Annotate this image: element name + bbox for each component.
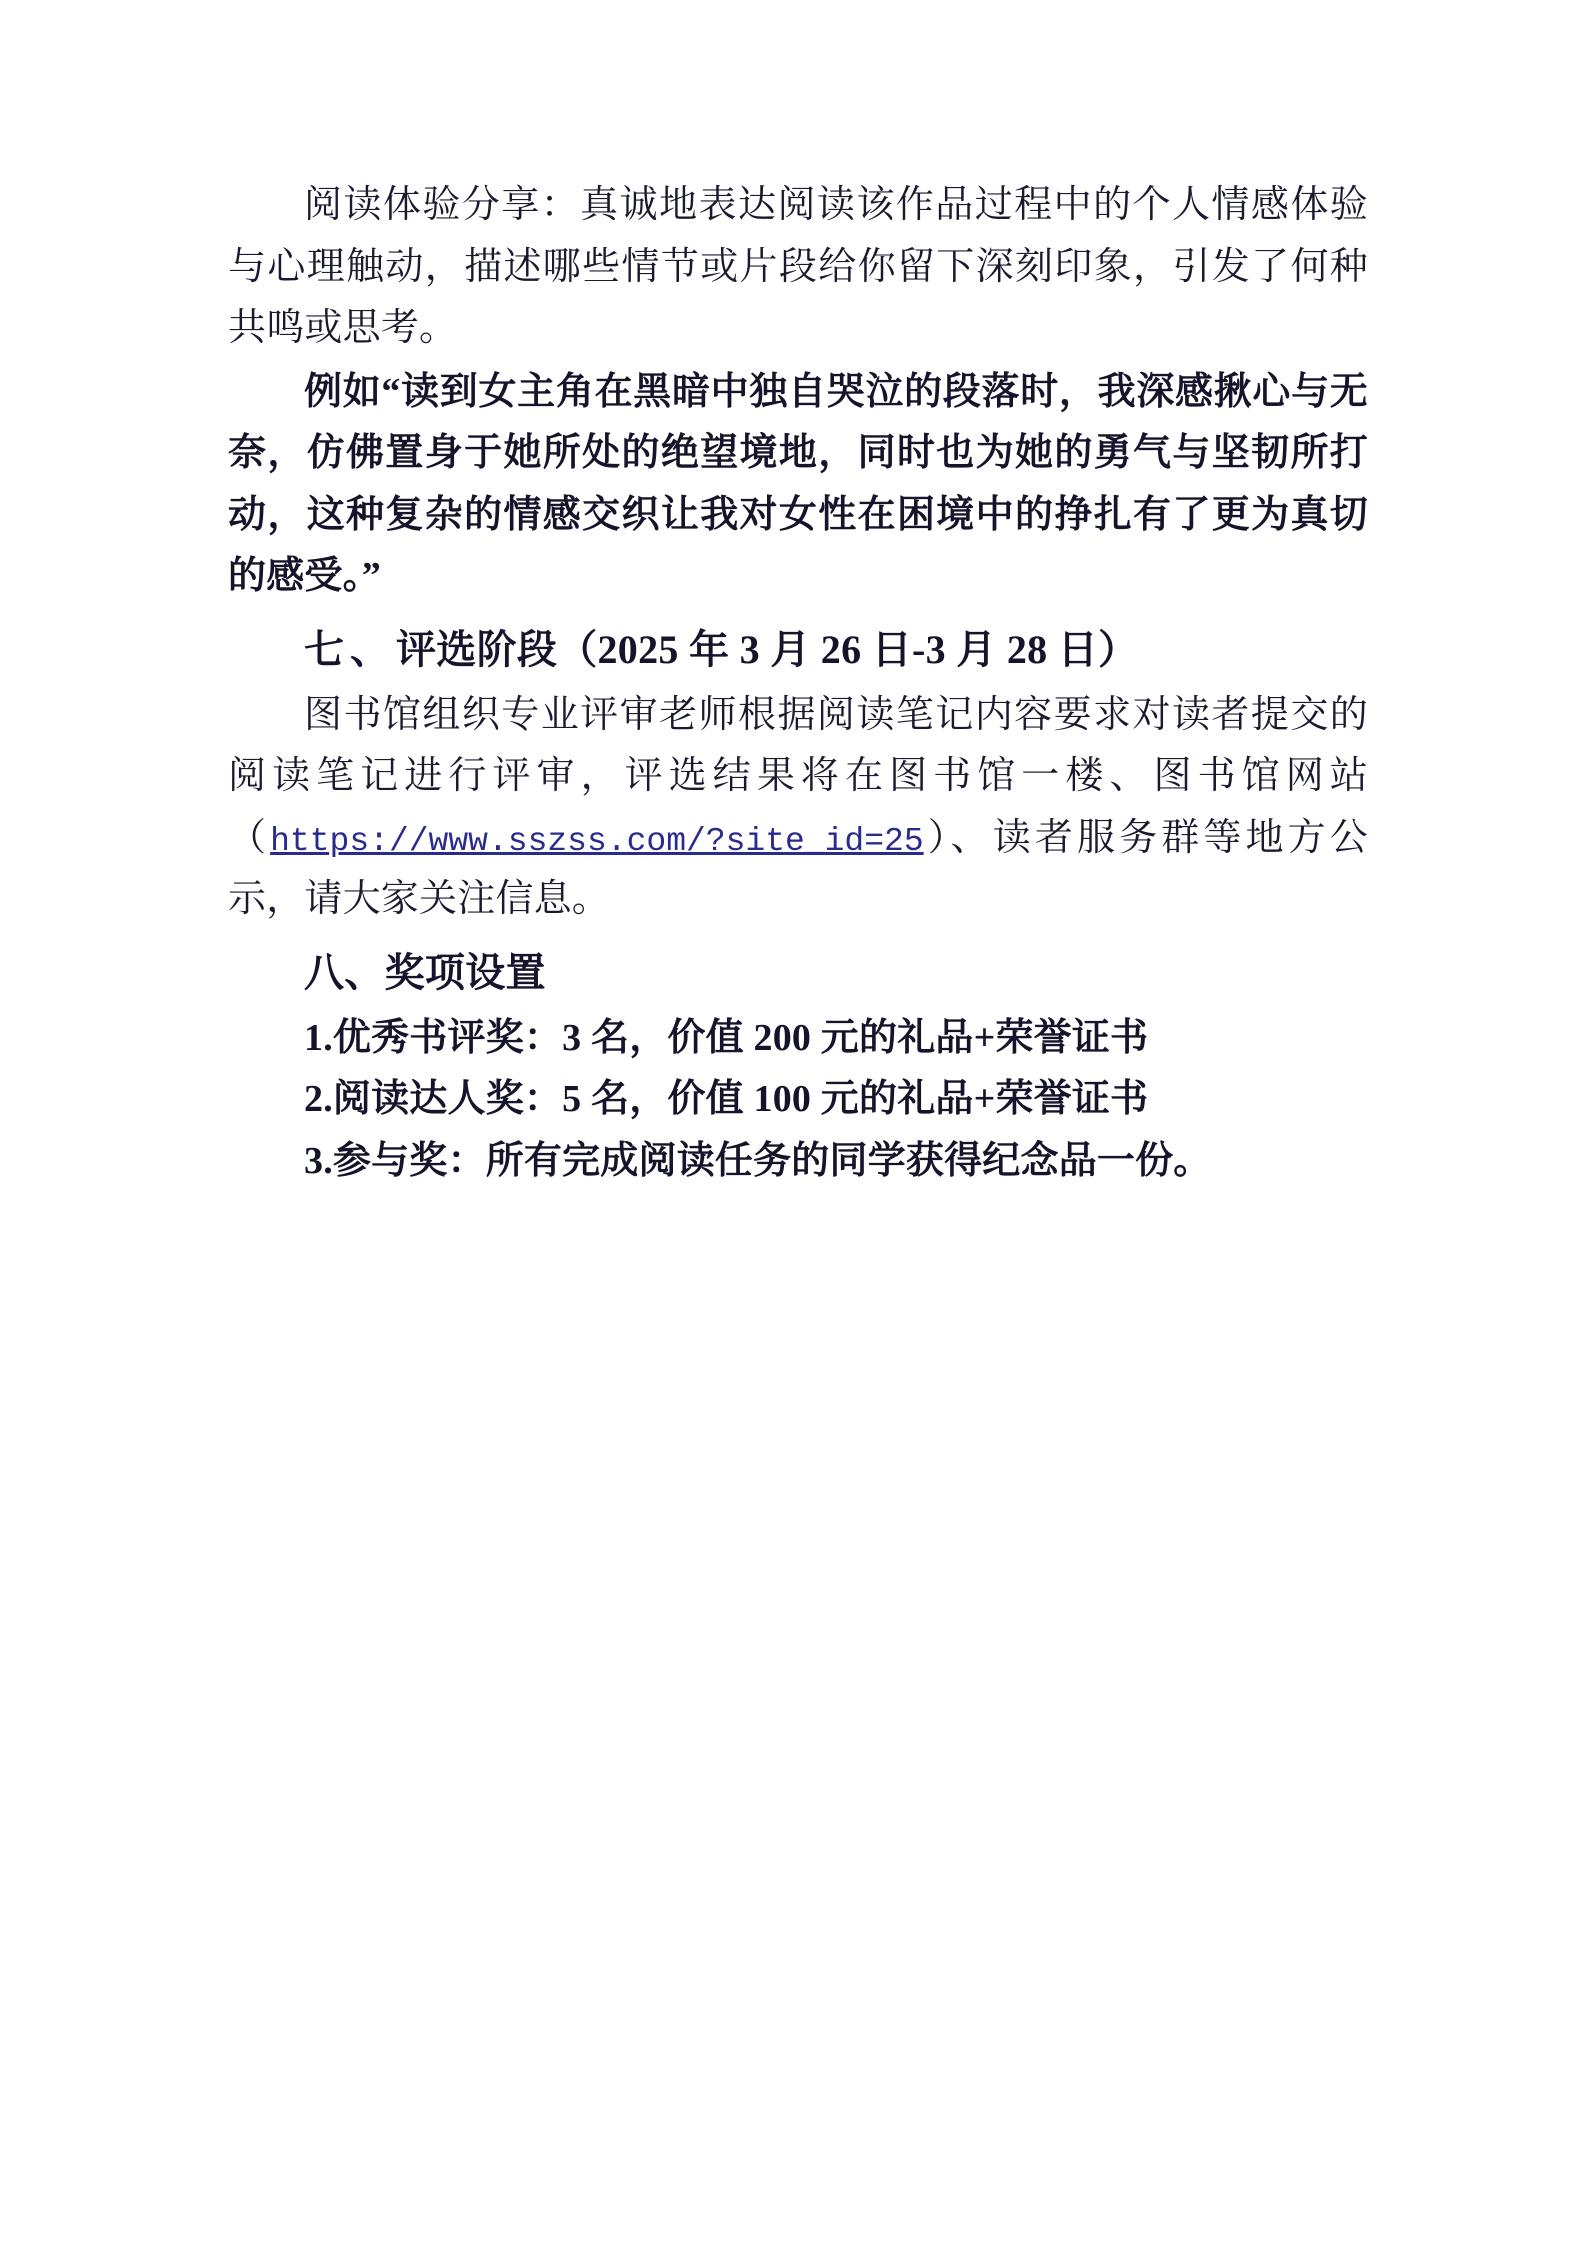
paragraph-evaluation-detail xyxy=(228,685,1368,931)
award-item-2: 2.阅读达人奖：5 名，价值 100 元的礼品+荣誉证书 xyxy=(304,1078,1149,1121)
paragraph-reading-experience-sharing: 阅读体验分享：真诚地表达阅读该作品过程中的个人情感体验与心理触动，描述哪些情节或片段给你留下深刻印象，引发了何种共鸣或思考。 xyxy=(228,184,1368,350)
award-item-1: 1.优秀书评奖：3 名，价值 200 元的礼品+荣誉证书 xyxy=(304,1016,1149,1059)
section-heading-seven xyxy=(228,618,1368,683)
section-seven-title: 评选阶段（2025 年 3 月 26 日-3 月 28 日） xyxy=(396,626,1139,672)
document-body xyxy=(228,175,1368,1192)
paragraph-example-quote: 例如“读到女主角在黑暗中独自哭泣的段落时，我深感揪心与无奈，仿佛置身于她所处的绝望境地，同时也为她的勇气与坚韧所打动，这种复杂的情感交织让我对女性在困境中的挣扎有了更为真切的感受。” xyxy=(228,370,1368,598)
library-website-link[interactable]: https://www.sszss.com/?site_id=25 xyxy=(270,822,924,860)
award-item-3: 3.参与奖：所有完成阅读任务的同学获得纪念品一份。 xyxy=(304,1139,1212,1182)
evaluation-text-before-link: 图书馆组织专业评审老师根据阅读笔记内容要求对读者提交的阅读笔记进行评审，评选结果将在图书馆一楼、图书馆网站（ xyxy=(228,693,1368,859)
evaluation-text-after-link: ）、读者服务群等地方公示，请大家关注信息。 xyxy=(228,816,1368,921)
section-seven-number: 七、 xyxy=(304,626,396,672)
section-heading-eight: 八、奖项设置 xyxy=(304,949,546,995)
